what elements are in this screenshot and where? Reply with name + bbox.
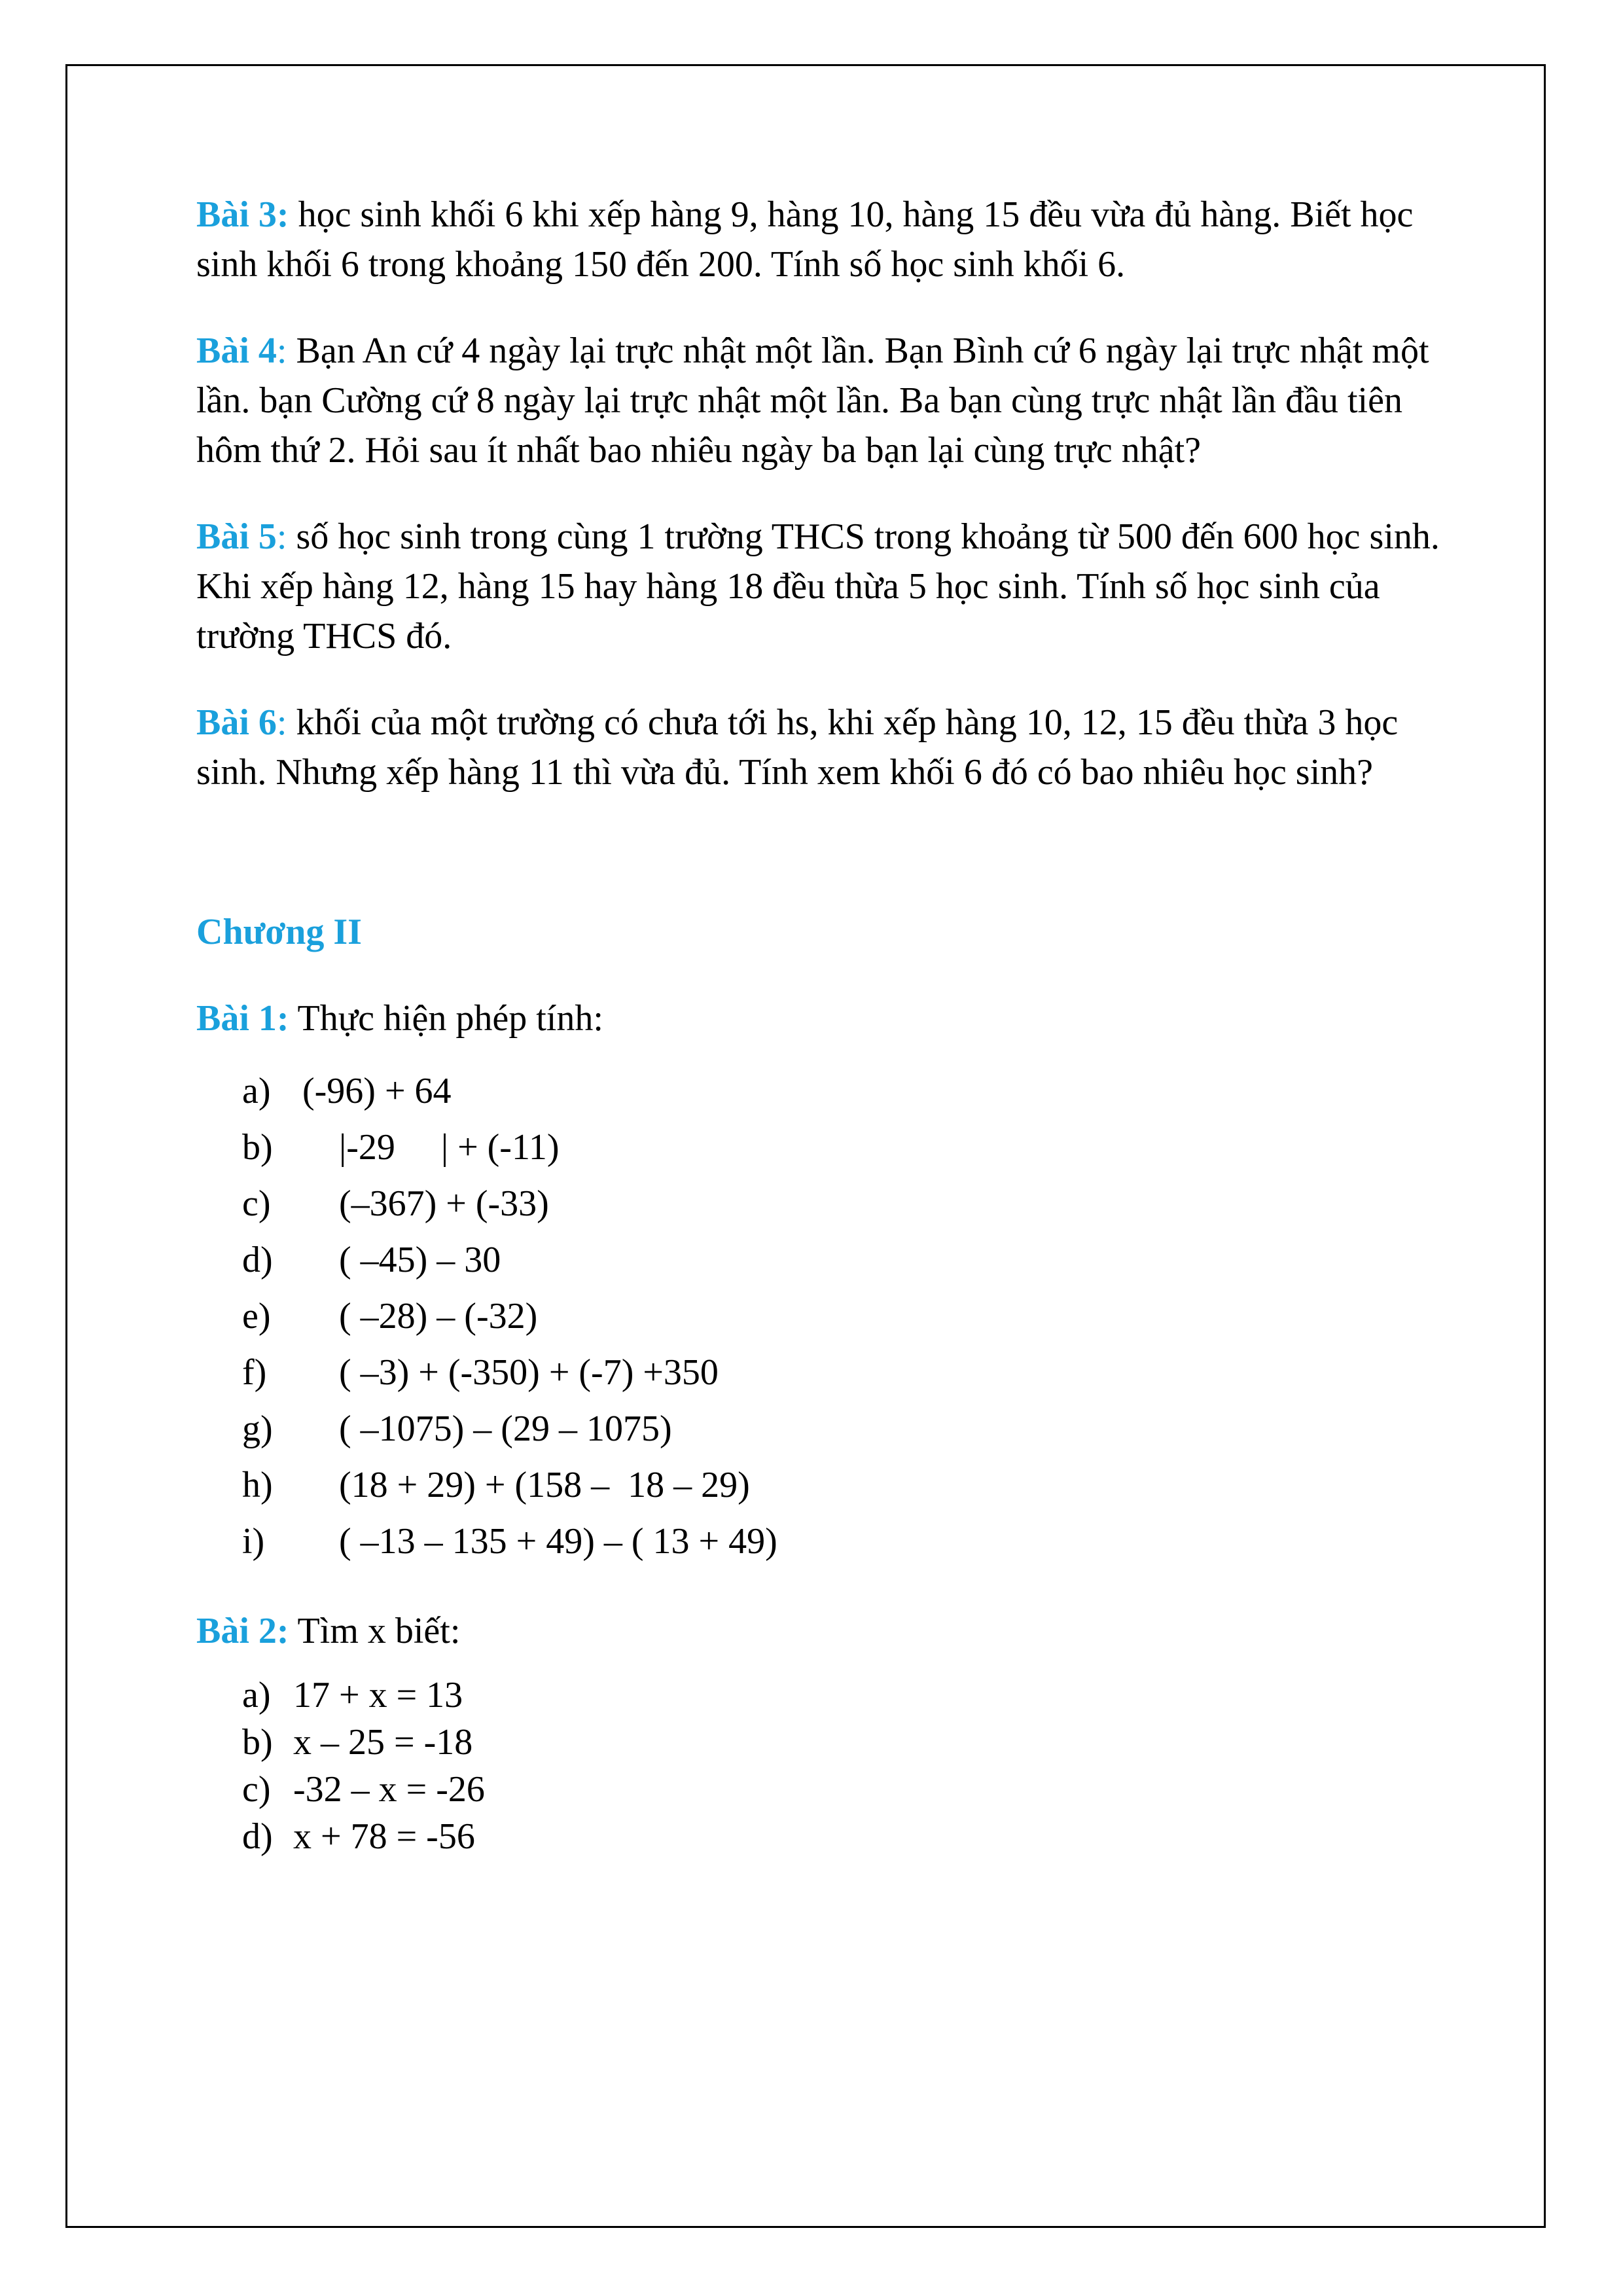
item-expression: (18 + 29) + (158 – 18 – 29): [293, 1465, 750, 1505]
exercise-text: Bạn An cứ 4 ngày lại trực nhật một lần. Bạn Bình cứ 6 ngày lại trực nhật một lần. bạn Cường cứ 8 ngày lại trực nhật một lần. Ba bạn cùng trực nhật lần đầu tiên hôm thứ 2. Hỏi sau ít nhất bao nhiêu ngày ba bạn lại cùng trực nhật?: [196, 331, 1429, 471]
list-item: [242, 1063, 1440, 1119]
exercise-label: Bài 1:: [196, 998, 289, 1039]
item-marker: b): [242, 1127, 273, 1168]
exercise-label-colon: :: [276, 516, 287, 557]
item-expression: -32 – x = -26: [293, 1769, 485, 1810]
bai-1-list: [242, 1063, 1440, 1570]
list-item: [242, 1813, 1440, 1860]
exercise-text: khối của một trường có chưa tới hs, khi xếp hàng 10, 12, 15 đều thừa 3 học sinh. Nhưng xếp hàng 11 thì vừa đủ. Tính xem khối 6 đó có bao nhiêu học sinh?: [196, 702, 1399, 793]
list-item: [242, 1288, 1440, 1344]
item-expression: ( –45) – 30: [293, 1240, 501, 1280]
item-expression: ( –28) – (-32): [293, 1296, 538, 1336]
exercise-label: Bài 6: [196, 702, 277, 743]
chapter-title: Chương II: [196, 912, 362, 952]
item-expression: x – 25 = -18: [293, 1722, 473, 1763]
item-expression: 17 + x = 13: [293, 1675, 463, 1715]
exercise-label-colon: :: [276, 702, 287, 743]
item-expression: |-29 | + (-11): [293, 1127, 560, 1168]
exercise-text: số học sinh trong cùng 1 trường THCS trong khoảng từ 500 đến 600 học sinh. Khi xếp hàng 12, hàng 15 hay hàng 18 đều thừa 5 học sinh. Tính số học sinh của trường THCS đó.: [196, 516, 1440, 656]
list-item: [242, 1175, 1440, 1232]
list-item: [242, 1232, 1440, 1288]
exercise-bai-6: [196, 698, 1440, 797]
exercise-label: Bài 5: [196, 516, 277, 557]
item-marker: e): [242, 1296, 271, 1336]
item-expression: ( –1075) – (29 – 1075): [293, 1408, 672, 1449]
item-expression: ( –13 – 135 + 49) – ( 13 + 49): [293, 1521, 777, 1562]
exercise-text: Tìm x biết:: [289, 1611, 461, 1651]
exercise-bai-5: [196, 512, 1440, 661]
exercise-label: Bài 3:: [196, 194, 289, 235]
item-expression: (-96) + 64: [293, 1071, 452, 1111]
exercise-text: Thực hiện phép tính:: [289, 998, 603, 1039]
list-item: [242, 1344, 1440, 1401]
list-item: [242, 1719, 1440, 1766]
item-marker: c): [242, 1769, 271, 1810]
item-marker: g): [242, 1408, 273, 1449]
list-item: [242, 1119, 1440, 1175]
item-marker: h): [242, 1465, 273, 1505]
exercise-label: Bài 2:: [196, 1611, 289, 1651]
item-marker: a): [242, 1071, 271, 1111]
bai-2-list: [242, 1672, 1440, 1860]
list-item: [242, 1457, 1440, 1513]
exercise-bai-4: [196, 326, 1440, 475]
list-item: [242, 1513, 1440, 1570]
item-marker: f): [242, 1352, 267, 1393]
exercise-bai-1-heading: [196, 994, 1440, 1043]
exercise-label: Bài 4: [196, 331, 277, 371]
list-item: [242, 1766, 1440, 1813]
item-marker: c): [242, 1183, 271, 1224]
item-expression: (–367) + (-33): [293, 1183, 549, 1224]
list-item: [242, 1672, 1440, 1719]
item-marker: b): [242, 1722, 273, 1763]
exercise-text: học sinh khối 6 khi xếp hàng 9, hàng 10, hàng 15 đều vừa đủ hàng. Biết học sinh khối 6 trong khoảng 150 đến 200. Tính số học sinh khối 6.: [196, 194, 1414, 285]
item-marker: d): [242, 1816, 273, 1857]
list-item: [242, 1401, 1440, 1457]
item-expression: ( –3) + (-350) + (-7) +350: [293, 1352, 719, 1393]
exercise-bai-2-heading: [196, 1606, 1440, 1656]
item-marker: i): [242, 1521, 265, 1562]
exercise-bai-3: [196, 190, 1440, 289]
item-expression: x + 78 = -56: [293, 1816, 475, 1857]
item-marker: d): [242, 1240, 273, 1280]
exercise-label-colon: :: [276, 331, 287, 371]
document-body: [196, 190, 1440, 1860]
item-marker: a): [242, 1675, 271, 1715]
